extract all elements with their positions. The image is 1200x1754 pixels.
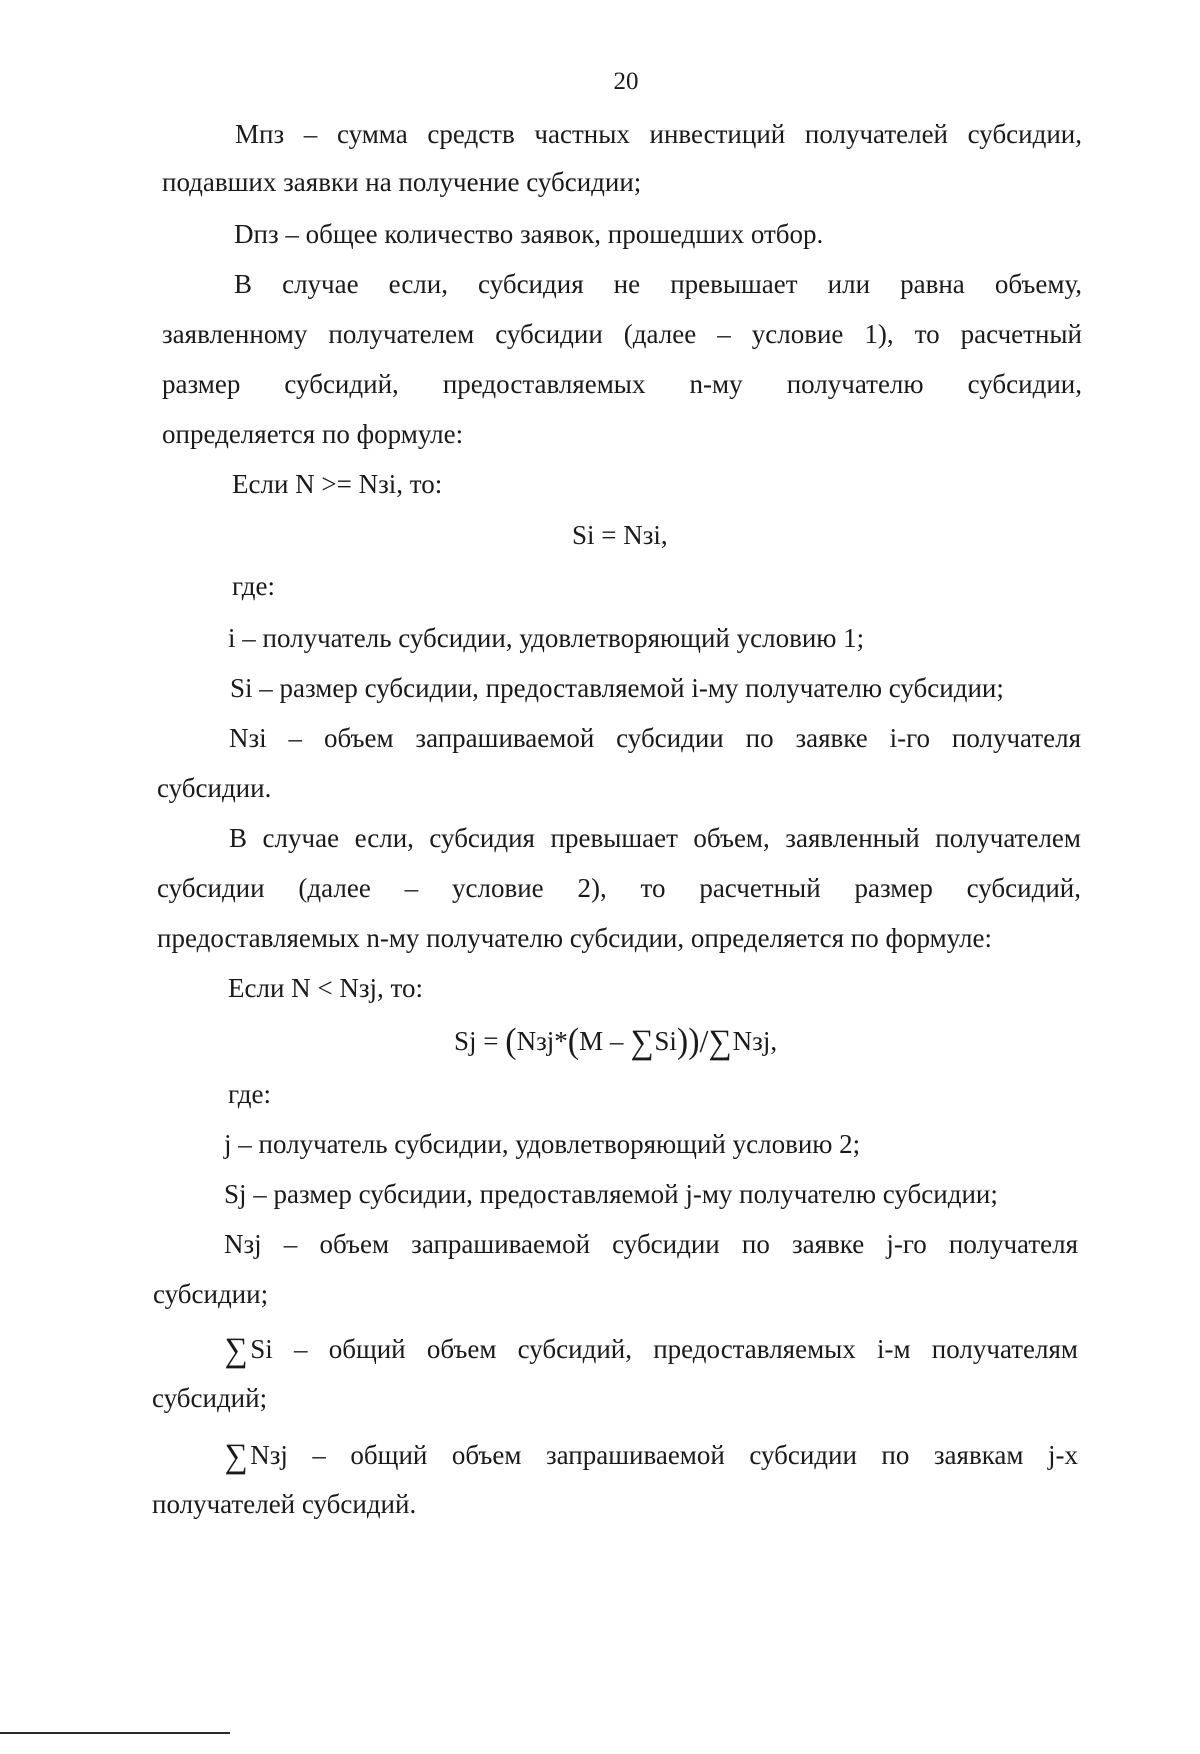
paragraph-line: предоставляемых n-му получателю субсидии, определяется по формуле:: [157, 923, 992, 953]
sum-icon: ∑: [224, 1332, 248, 1369]
paragraph-line: В случае если, субсидия не превышает или равна объему,: [234, 269, 1082, 299]
definition-text: Si – общий объем субсидий, предоставляемых i-м получателям: [250, 1334, 1078, 1364]
definition-line: j – получатель субсидии, удовлетворяющий условию 2;: [224, 1129, 861, 1159]
paragraph-line: субсидии (далее – условие 2), то расчетный размер субсидий,: [157, 873, 1081, 903]
formula-nzj-term: Nзj,: [732, 1026, 778, 1056]
paragraph-line: размер субсидий, предоставляемых n-му получателю субсидии,: [162, 369, 1082, 399]
open-paren: (: [567, 1022, 580, 1061]
definition-line: Si – размер субсидии, предоставляемой i-му получателю субсидии;: [230, 673, 1004, 703]
paragraph-line: получателей субсидий.: [152, 1489, 417, 1519]
condition-line: Если N < Nзj, то:: [228, 973, 423, 1003]
division-slash: /: [699, 1023, 709, 1059]
footer-rule: [0, 1732, 230, 1734]
definition-line: [224, 1438, 1078, 1475]
open-paren: (: [505, 1022, 517, 1061]
formula-sj: [454, 1022, 778, 1061]
paragraph-line: определяется по формуле:: [162, 419, 464, 449]
sum-icon: ∑: [709, 1024, 733, 1061]
paragraph-line: подавших заявки на получение субсидии;: [162, 167, 642, 197]
paragraph-line: заявленному получателем субсидии (далее – условие 1), то расчетный: [162, 319, 1082, 349]
definition-line: Nзi – объем запрашиваемой субсидии по заявке i-го получателя: [229, 723, 1081, 753]
formula-lhs: Sj =: [454, 1026, 499, 1056]
condition-line: Если N >= Nзi, то:: [232, 469, 443, 499]
close-paren: )): [676, 1022, 700, 1061]
paragraph-line: Мпз – сумма средств частных инвестиций получателей субсидии,: [235, 119, 1082, 149]
definition-text: Nзj – общий объем запрашиваемой субсидии по заявкам j-х: [250, 1440, 1078, 1470]
definition-line: [224, 1332, 1078, 1369]
definition-line: Sj – размер субсидии, предоставляемой j-му получателю субсидии;: [224, 1179, 998, 1209]
formula-si-term: Si: [654, 1026, 677, 1056]
sum-icon: ∑: [224, 1438, 248, 1475]
definition-line: Nзj – объем запрашиваемой субсидии по заявке j-го получателя: [224, 1229, 1078, 1259]
paragraph-line: В случае если, субсидия превышает объем, заявленный получателем: [229, 823, 1081, 853]
paragraph-line: субсидии;: [153, 1279, 269, 1309]
sum-icon: ∑: [630, 1024, 654, 1061]
page-number: 20: [613, 68, 639, 95]
paragraph-line: Dпз – общее количество заявок, прошедших отбор.: [234, 219, 824, 249]
paragraph-line: субсидий;: [152, 1383, 268, 1413]
where-label: где:: [232, 571, 275, 601]
definition-line: i – получатель субсидии, удовлетворяющий условию 1;: [228, 623, 865, 653]
formula-nzj: Nзj: [516, 1026, 555, 1056]
formula-mult: *: [554, 1026, 568, 1056]
paragraph-line: субсидии.: [157, 773, 272, 803]
formula-si: Si = Nзi,: [572, 520, 668, 550]
formula-m: M –: [579, 1026, 624, 1056]
where-label: где:: [228, 1079, 271, 1109]
